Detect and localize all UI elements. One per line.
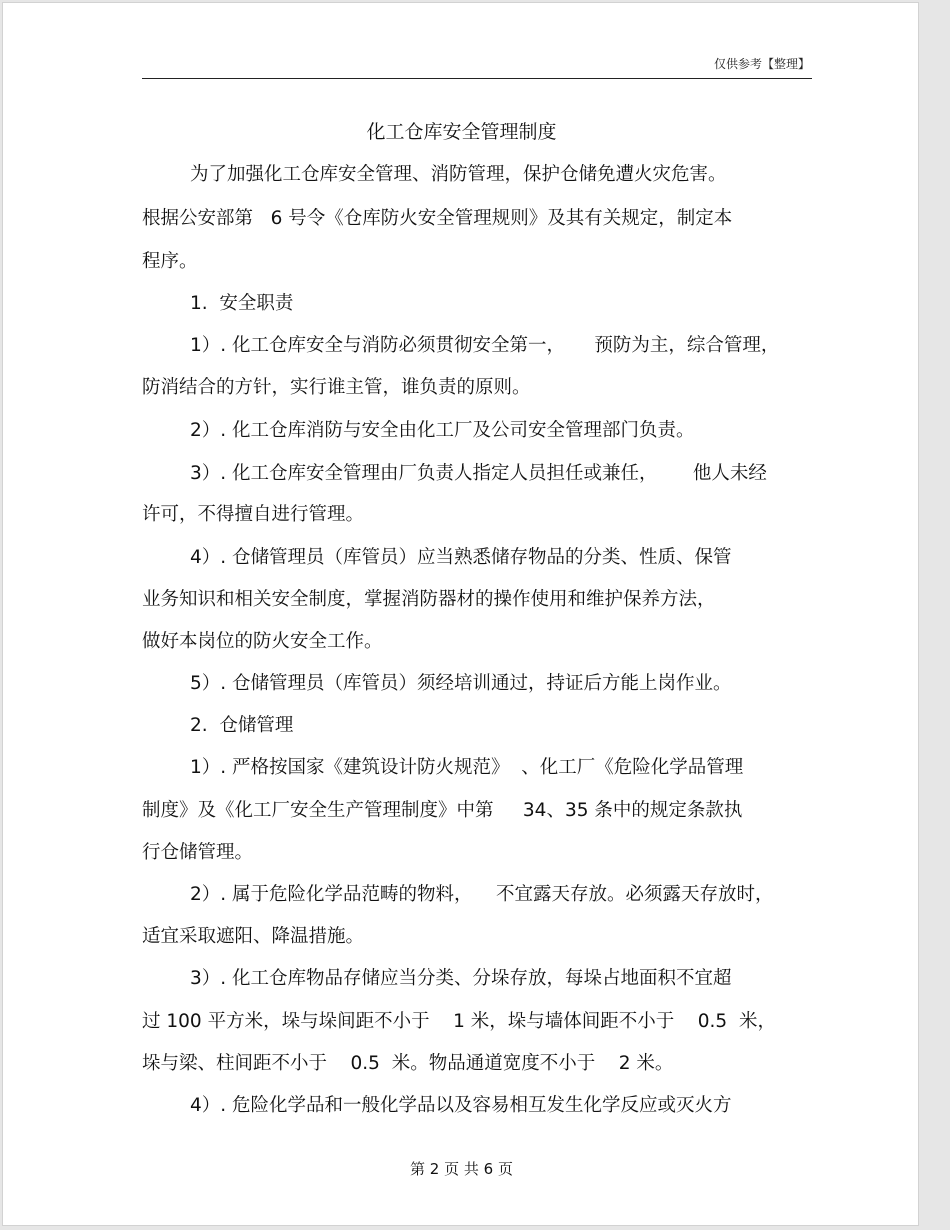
paragraph-line: 2）. 化工仓库消防与安全由化工厂及公司安全管理部门负责。 xyxy=(190,420,695,441)
paragraph-line: 垛与梁、柱间距不小于 0.5 米。物品通道宽度不小于 2 米。 xyxy=(142,1053,674,1074)
header-note: 仅供参考【整理】 xyxy=(713,57,810,71)
paragraph-line: 1）. 化工仓库安全与消防必须贯彻安全第一， 预防为主，综合管理， xyxy=(190,335,780,356)
paragraph-line: 1）. 严格按国家《建筑设计防火规范》 、化工厂《危险化学品管理 xyxy=(190,757,744,778)
paragraph-line: 行仓储管理。 xyxy=(142,842,254,863)
document-page xyxy=(2,2,919,1226)
paragraph-line: 为了加强化工仓库安全管理、消防管理，保护仓储免遭火灾危害。 xyxy=(190,164,727,185)
paragraph-line: 4）. 危险化学品和一般化学品以及容易相互发生化学反应或灭火方 xyxy=(190,1095,732,1116)
paragraph-line: 3）. 化工仓库安全管理由厂负责人指定人员担任或兼任， 他人未经 xyxy=(190,463,767,484)
paragraph-line: 程序。 xyxy=(142,251,198,272)
paragraph-line: 5）. 仓储管理员（库管员）须经培训通过，持证后方能上岗作业。 xyxy=(190,673,732,694)
paragraph-line: 做好本岗位的防火安全工作。 xyxy=(142,631,383,652)
paragraph-line: 2）. 属于危险化学品范畴的物料， 不宜露天存放。必须露天存放时， xyxy=(190,884,774,905)
page-number: 第 2 页 共 6 页 xyxy=(410,1160,513,1178)
section-heading: 1. 安全职责 xyxy=(190,293,294,314)
paragraph-line: 根据公安部第 6 号令《仓库防火安全管理规则》及其有关规定，制定本 xyxy=(142,208,733,229)
document-title: 化工仓库安全管理制度 xyxy=(366,121,557,143)
section-heading: 2. 仓储管理 xyxy=(190,715,294,736)
paragraph-line: 适宜采取遮阳、降温措施。 xyxy=(142,926,365,947)
paragraph-line: 业务知识和相关安全制度，掌握消防器材的操作使用和维护保养方法， xyxy=(142,589,716,610)
paragraph-line: 制度》及《化工厂安全生产管理制度》中第 34、35 条中的规定条款执 xyxy=(142,800,743,821)
paragraph-line: 防消结合的方针，实行谁主管，谁负责的原则。 xyxy=(142,377,531,398)
header-divider xyxy=(142,78,812,79)
paragraph-line: 许可，不得擅自进行管理。 xyxy=(142,504,365,525)
paragraph-line: 4）. 仓储管理员（库管员）应当熟悉储存物品的分类、性质、保管 xyxy=(190,547,732,568)
paragraph-line: 3）. 化工仓库物品存储应当分类、分垛存放，每垛占地面积不宜超 xyxy=(190,968,732,989)
paragraph-line: 过 100 平方米，垛与垛间距不小于 1 米，垛与墙体间距不小于 0.5 米， xyxy=(142,1011,776,1032)
